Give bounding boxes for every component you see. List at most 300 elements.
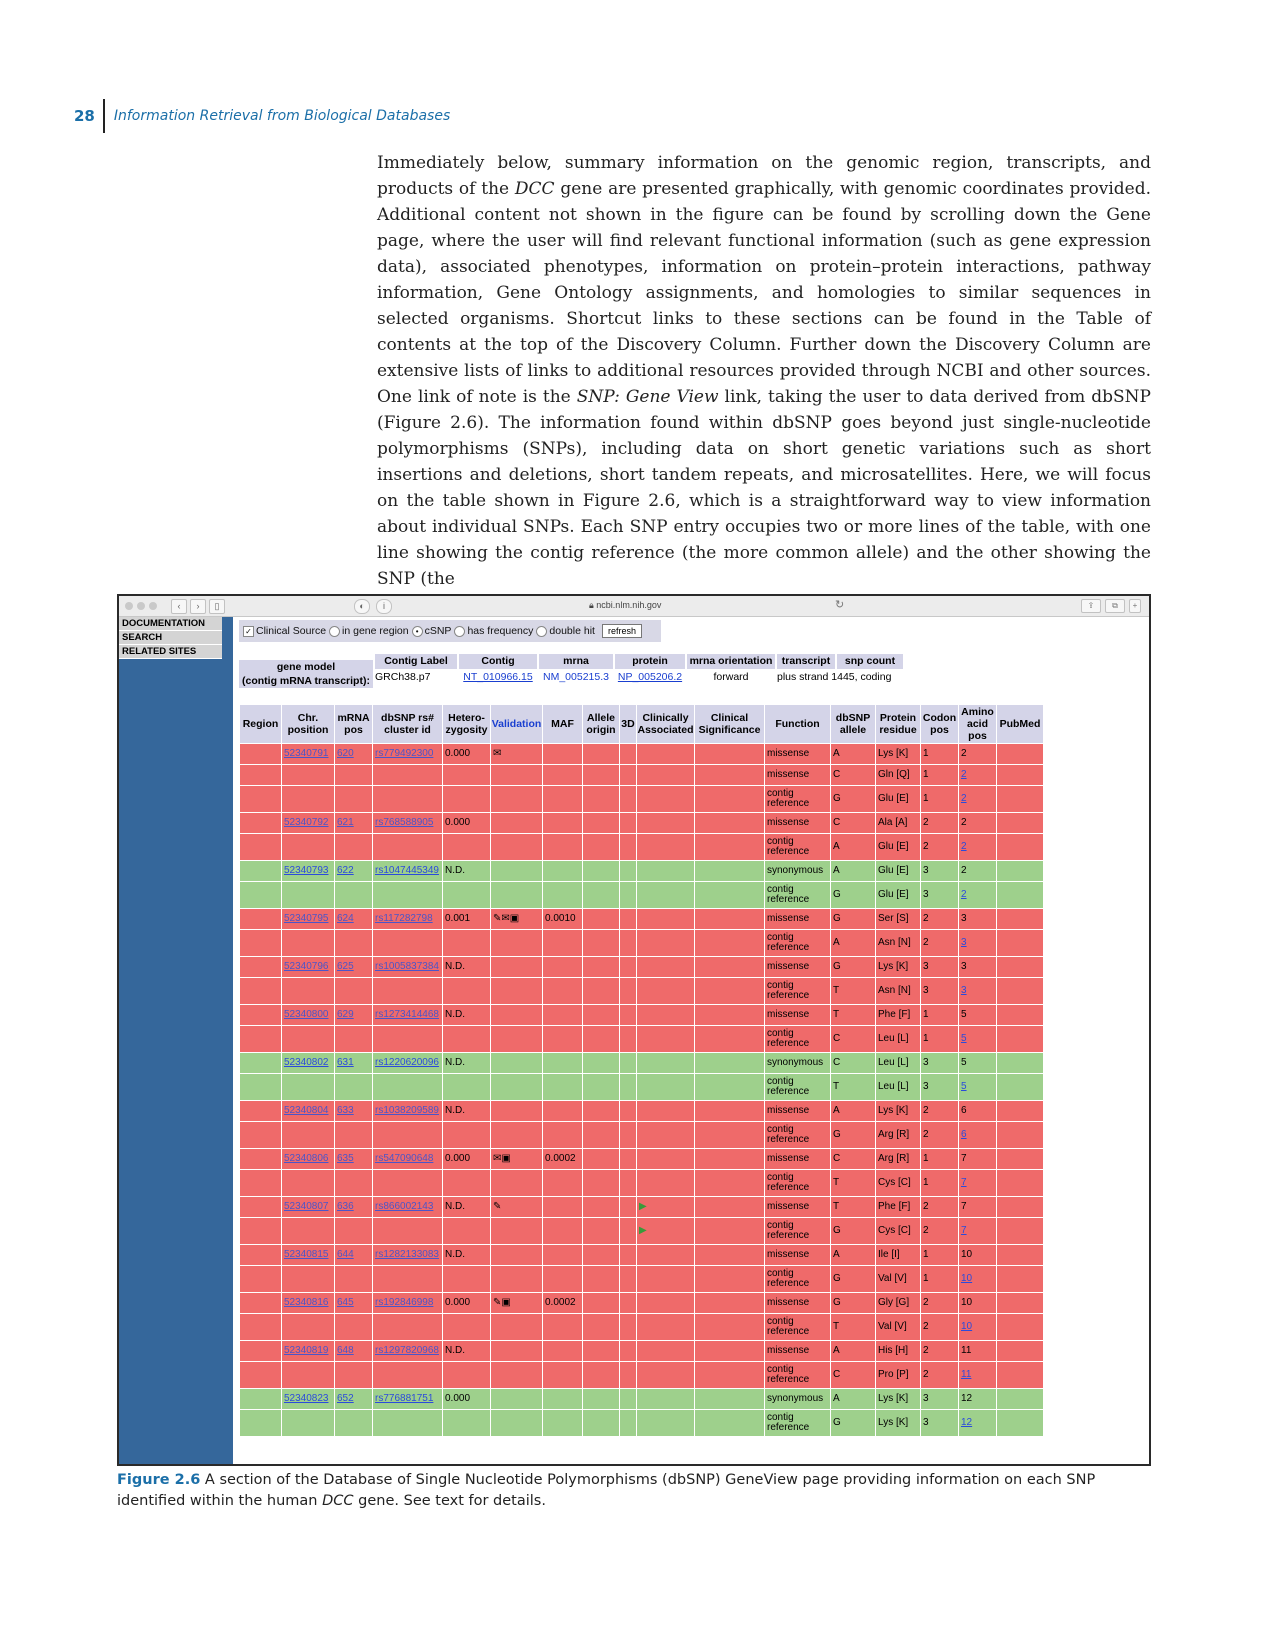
- table-row: [240, 1005, 1044, 1026]
- cell-pubmed: [997, 1314, 1044, 1341]
- table-row: [240, 1101, 1044, 1122]
- cell-pos: [282, 1266, 335, 1293]
- cell-threed: [620, 1074, 637, 1101]
- cell-val[interactable]: ✎: [491, 1197, 543, 1218]
- cell-aa[interactable]: 2: [959, 765, 997, 786]
- cell-origin: [583, 1197, 620, 1218]
- cell-pos: [282, 786, 335, 813]
- snp-table: [239, 704, 1044, 1437]
- gene-name-italic: DCC: [514, 179, 555, 199]
- contig-link[interactable]: NT_010966.15: [463, 671, 533, 683]
- option-label: double hit: [549, 625, 595, 637]
- cell-pos: [282, 1026, 335, 1053]
- cell-res: Ser [S]: [876, 909, 921, 930]
- cell-region: [240, 1005, 282, 1026]
- cell-aa[interactable]: 5: [959, 1026, 997, 1053]
- cell-cod: 2: [921, 1218, 959, 1245]
- cell-rs: [373, 1122, 443, 1149]
- cell-rs[interactable]: rs1297820968: [373, 1341, 443, 1362]
- cell-mpos[interactable]: 645: [335, 1293, 373, 1314]
- cell-al: C: [831, 1053, 876, 1074]
- cell-origin: [583, 1389, 620, 1410]
- cell-val: [491, 1245, 543, 1266]
- cell-region: [240, 1149, 282, 1170]
- cell-region: [240, 978, 282, 1005]
- cell-cod: 2: [921, 1197, 959, 1218]
- cell-mpos[interactable]: 648: [335, 1341, 373, 1362]
- cell-pos[interactable]: 52340806: [282, 1149, 335, 1170]
- cell-al: G: [831, 1122, 876, 1149]
- cell-region: [240, 1362, 282, 1389]
- radio-selected-icon[interactable]: •: [412, 626, 423, 637]
- url-text: ncbi.nlm.nih.gov: [596, 600, 662, 610]
- cell-aa: 7: [959, 1197, 997, 1218]
- clinical-source-option[interactable]: [243, 625, 326, 637]
- cell-ca: [637, 1266, 695, 1293]
- radio-icon[interactable]: [454, 626, 465, 637]
- cell-maf: [543, 957, 583, 978]
- cell-al: T: [831, 1074, 876, 1101]
- cell-aa[interactable]: 3: [959, 930, 997, 957]
- cell-region: [240, 765, 282, 786]
- cell-aa: 3: [959, 957, 997, 978]
- cell-het: [443, 978, 491, 1005]
- cell-aa[interactable]: 2: [959, 834, 997, 861]
- cell-aa[interactable]: 7: [959, 1218, 997, 1245]
- cell-ca: [637, 1341, 695, 1362]
- cell-maf: [543, 1389, 583, 1410]
- mrna-orientation-value: forward: [713, 671, 749, 683]
- cell-mpos[interactable]: 633: [335, 1101, 373, 1122]
- cell-region: [240, 1170, 282, 1197]
- cell-sig: [695, 1410, 765, 1437]
- col-dbsnp-rs: dbSNP rs# cluster id: [373, 705, 443, 744]
- cell-al: A: [831, 1245, 876, 1266]
- cell-het: 0.000: [443, 813, 491, 834]
- cell-sig: [695, 1122, 765, 1149]
- checkbox-checked-icon[interactable]: ✓: [243, 626, 254, 637]
- cell-ca: [637, 834, 695, 861]
- cell-ca: [637, 978, 695, 1005]
- close-window-icon[interactable]: [125, 602, 133, 610]
- cell-pos: [282, 834, 335, 861]
- cell-pos[interactable]: 52340823: [282, 1389, 335, 1410]
- figure-caption: [117, 1470, 1153, 1512]
- cell-rs: [373, 1362, 443, 1389]
- cell-pubmed: [997, 1026, 1044, 1053]
- cell-ca: [637, 861, 695, 882]
- cell-aa[interactable]: 7: [959, 1170, 997, 1197]
- cell-pubmed: [997, 1149, 1044, 1170]
- back-icon[interactable]: ‹: [171, 599, 187, 614]
- figure-screenshot: [117, 594, 1151, 1466]
- cell-het: [443, 786, 491, 813]
- cell-region: [240, 1293, 282, 1314]
- cell-pos[interactable]: 52340791: [282, 744, 335, 765]
- table-row: [240, 786, 1044, 813]
- cell-origin: [583, 1410, 620, 1437]
- cell-val[interactable]: ✎✉▣: [491, 909, 543, 930]
- cell-aa[interactable]: 3: [959, 978, 997, 1005]
- gene-model-label: [239, 660, 373, 688]
- cell-mpos: [335, 1026, 373, 1053]
- cell-al: G: [831, 1293, 876, 1314]
- cell-ca: [637, 786, 695, 813]
- address-bar[interactable]: [589, 600, 661, 611]
- table-row: [240, 882, 1044, 909]
- cell-threed: [620, 957, 637, 978]
- cell-fn: contig reference: [765, 834, 831, 861]
- cell-maf: [543, 1170, 583, 1197]
- cell-sig: [695, 930, 765, 957]
- cell-maf: [543, 882, 583, 909]
- cell-maf: [543, 861, 583, 882]
- cell-pos[interactable]: 52340795: [282, 909, 335, 930]
- cell-origin: [583, 765, 620, 786]
- sidebar-toggle-icon[interactable]: ▯: [209, 599, 225, 614]
- cell-rs: [373, 1026, 443, 1053]
- caption-text: gene. See text for details.: [353, 1493, 546, 1509]
- cell-mpos[interactable]: 636: [335, 1197, 373, 1218]
- reload-icon[interactable]: ↻: [835, 599, 845, 611]
- cell-fn: contig reference: [765, 1266, 831, 1293]
- cell-rs[interactable]: rs779492300: [373, 744, 443, 765]
- cell-sig: [695, 813, 765, 834]
- cell-pos[interactable]: 52340792: [282, 813, 335, 834]
- cell-rs: [373, 1314, 443, 1341]
- col-region: Region: [240, 705, 282, 744]
- cell-origin: [583, 882, 620, 909]
- cell-mpos[interactable]: 622: [335, 861, 373, 882]
- cell-sig: [695, 1341, 765, 1362]
- cell-pos: [282, 930, 335, 957]
- cell-al: G: [831, 957, 876, 978]
- cell-sig: [695, 834, 765, 861]
- shield-icon[interactable]: ◐: [354, 599, 370, 614]
- cell-val[interactable]: ✉▣: [491, 1149, 543, 1170]
- tabs-icon[interactable]: ⧉: [1105, 599, 1125, 613]
- cell-mpos: [335, 1218, 373, 1245]
- clinical-flag-icon[interactable]: ▶: [639, 1225, 647, 1236]
- cell-mpos[interactable]: 625: [335, 957, 373, 978]
- sidebar-item-related-sites[interactable]: RELATED SITES: [119, 645, 222, 659]
- cell-het: N.D.: [443, 1005, 491, 1026]
- table-row: [240, 1149, 1044, 1170]
- radio-icon[interactable]: [329, 626, 340, 637]
- cell-rs[interactable]: rs1038209589: [373, 1101, 443, 1122]
- cell-sig: [695, 1362, 765, 1389]
- cell-sig: [695, 786, 765, 813]
- cell-cod: 1: [921, 1266, 959, 1293]
- cell-cod: 3: [921, 957, 959, 978]
- cell-aa[interactable]: 6: [959, 1122, 997, 1149]
- cell-threed: [620, 1170, 637, 1197]
- cell-origin: [583, 1293, 620, 1314]
- cell-aa[interactable]: 10: [959, 1314, 997, 1341]
- cell-fn: contig reference: [765, 1362, 831, 1389]
- header-transcript: transcript: [777, 654, 835, 669]
- header-mrna-orientation: mrna orientation: [687, 654, 775, 669]
- cell-region: [240, 1074, 282, 1101]
- col-clinical-significance: Clinical Significance: [695, 705, 765, 744]
- cell-het: [443, 834, 491, 861]
- cell-mpos[interactable]: 621: [335, 813, 373, 834]
- cell-origin: [583, 1218, 620, 1245]
- new-tab-icon[interactable]: +: [1129, 599, 1141, 613]
- cell-res: Lys [K]: [876, 1101, 921, 1122]
- cell-pos[interactable]: 52340804: [282, 1101, 335, 1122]
- cell-region: [240, 813, 282, 834]
- cell-threed: [620, 1101, 637, 1122]
- cell-region: [240, 930, 282, 957]
- cell-al: G: [831, 909, 876, 930]
- col-3d: 3D: [620, 705, 637, 744]
- cell-rs[interactable]: rs1047445349: [373, 861, 443, 882]
- cell-threed: [620, 1362, 637, 1389]
- cell-aa[interactable]: 11: [959, 1362, 997, 1389]
- cell-rs[interactable]: rs1220620096: [373, 1053, 443, 1074]
- cell-val: [491, 786, 543, 813]
- nav-buttons: [171, 599, 225, 614]
- cell-ca: [637, 1245, 695, 1266]
- cell-aa[interactable]: 12: [959, 1410, 997, 1437]
- cell-val: [491, 1074, 543, 1101]
- cell-pos[interactable]: 52340815: [282, 1245, 335, 1266]
- cell-rs[interactable]: rs1282133083: [373, 1245, 443, 1266]
- cell-rs[interactable]: rs866002143: [373, 1197, 443, 1218]
- cell-origin: [583, 1122, 620, 1149]
- cell-pos: [282, 1362, 335, 1389]
- cell-val: [491, 1266, 543, 1293]
- table-row: [240, 744, 1044, 765]
- table-row: [240, 978, 1044, 1005]
- cell-sig: [695, 1074, 765, 1101]
- cell-sig: [695, 1170, 765, 1197]
- cell-res: Phe [F]: [876, 1197, 921, 1218]
- cell-threed: [620, 813, 637, 834]
- cell-rs: [373, 786, 443, 813]
- cell-het: 0.000: [443, 1293, 491, 1314]
- cell-sig: [695, 1101, 765, 1122]
- cell-al: T: [831, 1197, 876, 1218]
- cell-rs[interactable]: rs547090648: [373, 1149, 443, 1170]
- radio-icon[interactable]: [536, 626, 547, 637]
- cell-rs: [373, 765, 443, 786]
- cell-val: [491, 861, 543, 882]
- cell-maf: 0.0010: [543, 909, 583, 930]
- cell-threed: [620, 882, 637, 909]
- table-row: [240, 1122, 1044, 1149]
- cell-pos: [282, 1074, 335, 1101]
- cell-fn: contig reference: [765, 930, 831, 957]
- cell-threed: [620, 1389, 637, 1410]
- col-chr-position: Chr. position: [282, 705, 335, 744]
- cell-maf: [543, 1122, 583, 1149]
- cell-threed: [620, 744, 637, 765]
- cell-fn: synonymous: [765, 1053, 831, 1074]
- cell-ca: [637, 1101, 695, 1122]
- cell-region: [240, 1053, 282, 1074]
- running-header: [74, 98, 450, 134]
- cell-pubmed: [997, 1410, 1044, 1437]
- cell-region: [240, 1245, 282, 1266]
- cell-maf: [543, 744, 583, 765]
- cell-al: T: [831, 1005, 876, 1026]
- browser-toolbar: [119, 596, 1149, 617]
- cell-mpos[interactable]: 635: [335, 1149, 373, 1170]
- option-label: in gene region: [342, 625, 409, 637]
- cell-pubmed: [997, 1053, 1044, 1074]
- cell-aa: 12: [959, 1389, 997, 1410]
- table-row: [240, 1197, 1044, 1218]
- cell-het: 0.000: [443, 744, 491, 765]
- cell-rs: [373, 1074, 443, 1101]
- cell-rs[interactable]: rs768588905: [373, 813, 443, 834]
- cell-pos[interactable]: 52340807: [282, 1197, 335, 1218]
- sidebar-item-search[interactable]: SEARCH: [119, 631, 222, 645]
- cell-res: Cys [C]: [876, 1170, 921, 1197]
- cell-rs[interactable]: rs1005837384: [373, 957, 443, 978]
- cell-pos[interactable]: 52340796: [282, 957, 335, 978]
- cell-fn: contig reference: [765, 978, 831, 1005]
- cell-maf: [543, 1341, 583, 1362]
- figure-label: Figure 2.6: [117, 1472, 201, 1488]
- table-row: [240, 1293, 1044, 1314]
- cell-cod: 3: [921, 1389, 959, 1410]
- cell-threed: [620, 1266, 637, 1293]
- cell-rs: [373, 1170, 443, 1197]
- cell-pos[interactable]: 52340800: [282, 1005, 335, 1026]
- mrna-link[interactable]: NM_005215.3: [543, 671, 609, 683]
- cell-res: Cys [C]: [876, 1218, 921, 1245]
- cell-pos[interactable]: 52340802: [282, 1053, 335, 1074]
- cell-het: 0.000: [443, 1149, 491, 1170]
- cell-val: [491, 1341, 543, 1362]
- cell-cod: 3: [921, 882, 959, 909]
- cell-rs[interactable]: rs117282798: [373, 909, 443, 930]
- cell-rs: [373, 930, 443, 957]
- cell-pubmed: [997, 1122, 1044, 1149]
- cell-fn: missense: [765, 813, 831, 834]
- cell-het: [443, 1074, 491, 1101]
- cell-pos[interactable]: 52340816: [282, 1293, 335, 1314]
- cell-ca: [637, 930, 695, 957]
- cell-fn: synonymous: [765, 861, 831, 882]
- cell-val: [491, 1362, 543, 1389]
- cell-mpos[interactable]: 620: [335, 744, 373, 765]
- cell-region: [240, 1026, 282, 1053]
- table-row: [240, 1218, 1044, 1245]
- table-row: [240, 813, 1044, 834]
- cell-rs[interactable]: rs1273414468: [373, 1005, 443, 1026]
- cell-pubmed: [997, 1389, 1044, 1410]
- cell-fn: missense: [765, 957, 831, 978]
- cell-fn: missense: [765, 1005, 831, 1026]
- cell-res: Arg [R]: [876, 1149, 921, 1170]
- cell-aa: 5: [959, 1005, 997, 1026]
- cell-mpos: [335, 978, 373, 1005]
- csnp-option[interactable]: [412, 625, 452, 637]
- cell-region: [240, 1218, 282, 1245]
- cell-rs[interactable]: rs192846998: [373, 1293, 443, 1314]
- cell-fn: missense: [765, 1293, 831, 1314]
- cell-aa[interactable]: 10: [959, 1266, 997, 1293]
- cell-val: [491, 1218, 543, 1245]
- cell-cod: 3: [921, 1410, 959, 1437]
- cell-mpos[interactable]: 624: [335, 909, 373, 930]
- cell-sig: [695, 978, 765, 1005]
- refresh-button[interactable]: refresh: [602, 624, 642, 638]
- cell-rs[interactable]: rs776881751: [373, 1389, 443, 1410]
- cell-aa[interactable]: 2: [959, 786, 997, 813]
- forward-icon[interactable]: ›: [190, 599, 206, 614]
- double-hit-option[interactable]: [536, 625, 595, 637]
- has-frequency-option[interactable]: [454, 625, 533, 637]
- minimize-window-icon[interactable]: [137, 602, 145, 610]
- protein-link[interactable]: NP_005206.2: [617, 671, 683, 683]
- cell-region: [240, 1341, 282, 1362]
- col-validation[interactable]: Validation: [491, 705, 543, 744]
- cell-pos[interactable]: 52340793: [282, 861, 335, 882]
- sidebar-item-documentation[interactable]: DOCUMENTATION: [119, 617, 222, 631]
- cell-fn: contig reference: [765, 1122, 831, 1149]
- cell-aa[interactable]: 5: [959, 1074, 997, 1101]
- cell-val: [491, 1122, 543, 1149]
- cell-mpos: [335, 1362, 373, 1389]
- cell-al: A: [831, 834, 876, 861]
- info-icon[interactable]: i: [376, 599, 392, 614]
- cell-het: N.D.: [443, 1053, 491, 1074]
- cell-mpos[interactable]: 631: [335, 1053, 373, 1074]
- gene-model-panel: [239, 654, 939, 696]
- cell-mpos[interactable]: 652: [335, 1389, 373, 1410]
- cell-pos[interactable]: 52340819: [282, 1341, 335, 1362]
- cell-val: [491, 1053, 543, 1074]
- cell-res: His [H]: [876, 1341, 921, 1362]
- cell-cod: 2: [921, 1362, 959, 1389]
- cell-aa[interactable]: 2: [959, 882, 997, 909]
- cell-mpos[interactable]: 629: [335, 1005, 373, 1026]
- cell-cod: 2: [921, 1341, 959, 1362]
- cell-al: A: [831, 930, 876, 957]
- cell-origin: [583, 1362, 620, 1389]
- cell-pubmed: [997, 1293, 1044, 1314]
- cell-region: [240, 861, 282, 882]
- cell-rs: [373, 834, 443, 861]
- col-amino-acid-pos: Amino acid pos: [959, 705, 997, 744]
- gene-model-values: [375, 669, 905, 685]
- cell-ca: [637, 1362, 695, 1389]
- cell-maf: [543, 1362, 583, 1389]
- cell-mpos[interactable]: 644: [335, 1245, 373, 1266]
- cell-threed: [620, 1026, 637, 1053]
- cell-res: Glu [E]: [876, 861, 921, 882]
- cell-val[interactable]: ✎▣: [491, 1293, 543, 1314]
- maximize-window-icon[interactable]: [149, 602, 157, 610]
- cell-threed: [620, 1053, 637, 1074]
- in-gene-region-option[interactable]: [329, 625, 409, 637]
- cell-val[interactable]: ✉: [491, 744, 543, 765]
- clinical-flag-icon[interactable]: ▶: [639, 1201, 647, 1212]
- cell-al: T: [831, 1170, 876, 1197]
- cell-het: [443, 1266, 491, 1293]
- cell-al: G: [831, 786, 876, 813]
- cell-cod: 3: [921, 1074, 959, 1101]
- cell-val: [491, 1005, 543, 1026]
- cell-ca: [637, 882, 695, 909]
- share-icon[interactable]: ⇪: [1081, 599, 1101, 613]
- cell-pubmed: [997, 1362, 1044, 1389]
